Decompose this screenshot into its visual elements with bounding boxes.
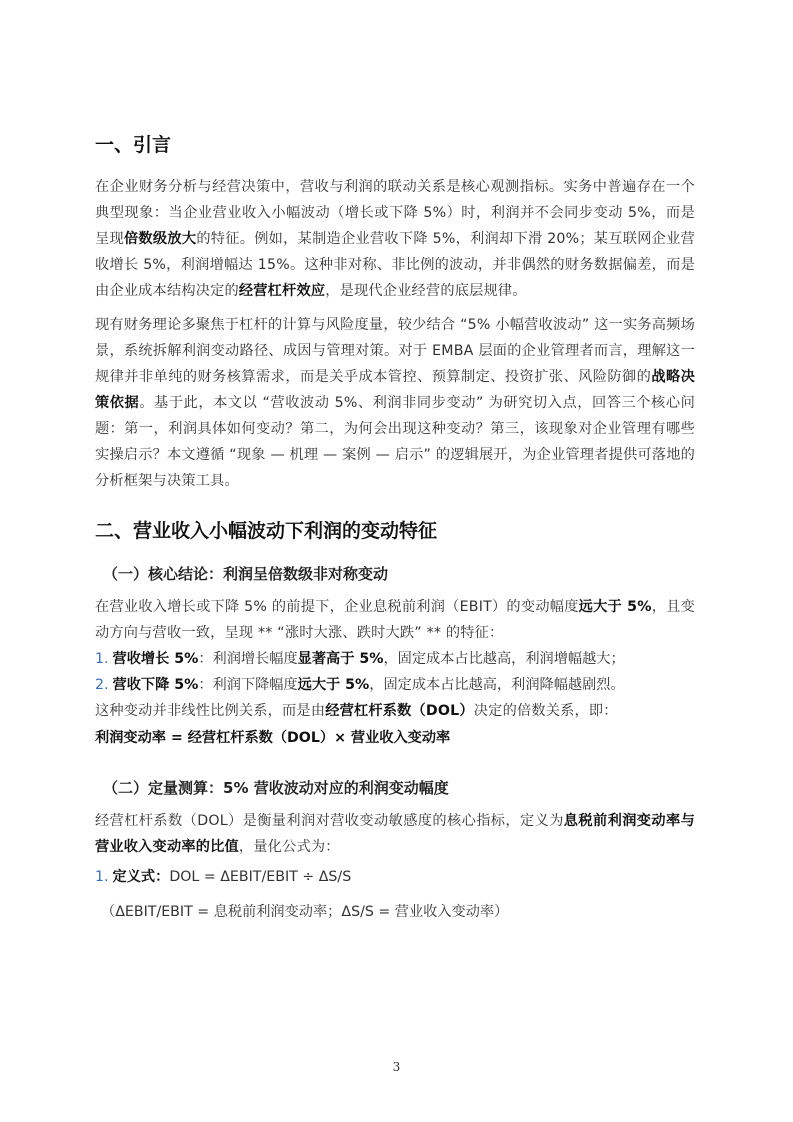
text-span: 在企业财务分析与经营决策中，营收与利润的联动关系是核心观测指标。实务中普遍存在一个典型现象：当企业营业收入小幅波动（增长或下降 5%）时，利润并不会同步变动 5%，而是呈现 (95, 179, 695, 247)
list-item (95, 864, 695, 890)
text-span: 经营杠杆系数（DOL）是衡量利润对营收变动敏感度的核心指标，定义为 (95, 813, 564, 829)
text-span: ，是现代企业经营的底层规律。 (325, 283, 527, 299)
text-span: ：利润下降幅度 (198, 677, 298, 693)
text-span: ：利润增长幅度 (198, 651, 298, 667)
text-span: ，且变动方向与营收一致，呈现 ** “涨时大涨、跌时大跌” ** 的特征： (95, 599, 695, 641)
bold-phrase: 定义式： (112, 869, 170, 885)
list-number: 1. (95, 869, 109, 885)
bold-phrase: 经营杠杆效应 (238, 283, 326, 299)
text-span: 在营业收入增长或下降 5% 的前提下，企业息税前利润（EBIT）的变动幅度 (95, 599, 579, 615)
text-span: 决定的倍数关系，即： (473, 703, 618, 719)
section-2-heading: 二、营业收入小幅波动下利润的变动特征 (95, 520, 438, 542)
profit-formula: 利润变动率 = 经营杠杆系数（DOL）× 营业收入变动率 (95, 730, 451, 746)
page-content (95, 130, 695, 926)
text-span: 这种变动并非线性比例关系，而是由 (95, 703, 326, 719)
formula-note: （ΔEBIT/EBIT = 息税前利润变动率；ΔS/S = 营业收入变动率） (101, 904, 509, 920)
intro-paragraph-1 (95, 174, 695, 304)
dol-definition-paragraph (95, 808, 695, 860)
text-span: 现有财务理论多聚焦于杠杆的计算与风险度量，较少结合 “5% 小幅营收波动” 这一实务高频场景，系统拆解利润变动路径、成因与管理对策。对于 EMBA 层面的企业管理者而言，理解这一规律并非单纯的财务核算需求，而是关乎成本管控、预算制定、投资扩张、风险防御的 (95, 317, 695, 385)
bold-phrase: 营收增长 5% (112, 651, 199, 667)
dol-paragraph (95, 698, 695, 724)
dol-formula: DOL = ΔEBIT/EBIT ÷ ΔS/S (169, 869, 352, 885)
subsection-2-2-heading: （二）定量测算：5% 营收波动对应的利润变动幅度 (103, 779, 449, 797)
bold-phrase: 经营杠杆系数（DOL） (325, 703, 474, 719)
list-number: 2. (95, 677, 109, 693)
conclusion-paragraph (95, 594, 695, 646)
intro-paragraph-2 (95, 312, 695, 494)
text-span: ，固定成本占比越高，利润增幅越大； (383, 651, 625, 667)
bold-phrase: 营收下降 5% (112, 677, 199, 693)
subsection-2-1-heading: （一）核心结论：利润呈倍数级非对称变动 (103, 565, 389, 583)
bold-phrase: 远大于 5% (297, 677, 370, 693)
list-item (95, 672, 695, 698)
bold-phrase: 显著高于 5% (297, 651, 384, 667)
bold-phrase: 远大于 5% (578, 599, 652, 615)
bold-phrase: 倍数级放大 (123, 231, 197, 247)
text-span: ，量化公式为： (238, 839, 340, 855)
section-1-heading: 一、引言 (95, 134, 172, 156)
text-span: 。基于此，本文以 “营收波动 5%、利润非同步变动” 为研究切入点，回答三个核心问题：第一，利润具体如何变动？第二，为何会出现这种变动？第三，该现象对企业管理有哪些实操启示？本文遵循 “现象 — 机理 — 案例 — 启示” 的逻辑展开，为企业管理者提供可落地的分析框架与决策工具。 (95, 395, 695, 489)
text-span: ，固定成本占比越高，利润降幅越剧烈。 (369, 677, 625, 693)
bold-phrase: 息税前利润变动率与营业收入变动率的比值 (95, 813, 695, 855)
list-item (95, 646, 695, 672)
text-span: 的特征。例如，某制造企业营收下降 5%，利润却下滑 20%；某互联网企业营收增长 5%，利润增幅达 15%。这种非对称、非比例的波动，并非偶然的财务数据偏差，而是由企业成本结构决定的 (95, 231, 696, 299)
page-number: 3 (392, 1060, 401, 1074)
bold-phrase: 战略决策依据 (95, 369, 695, 411)
list-number: 1. (95, 651, 109, 667)
